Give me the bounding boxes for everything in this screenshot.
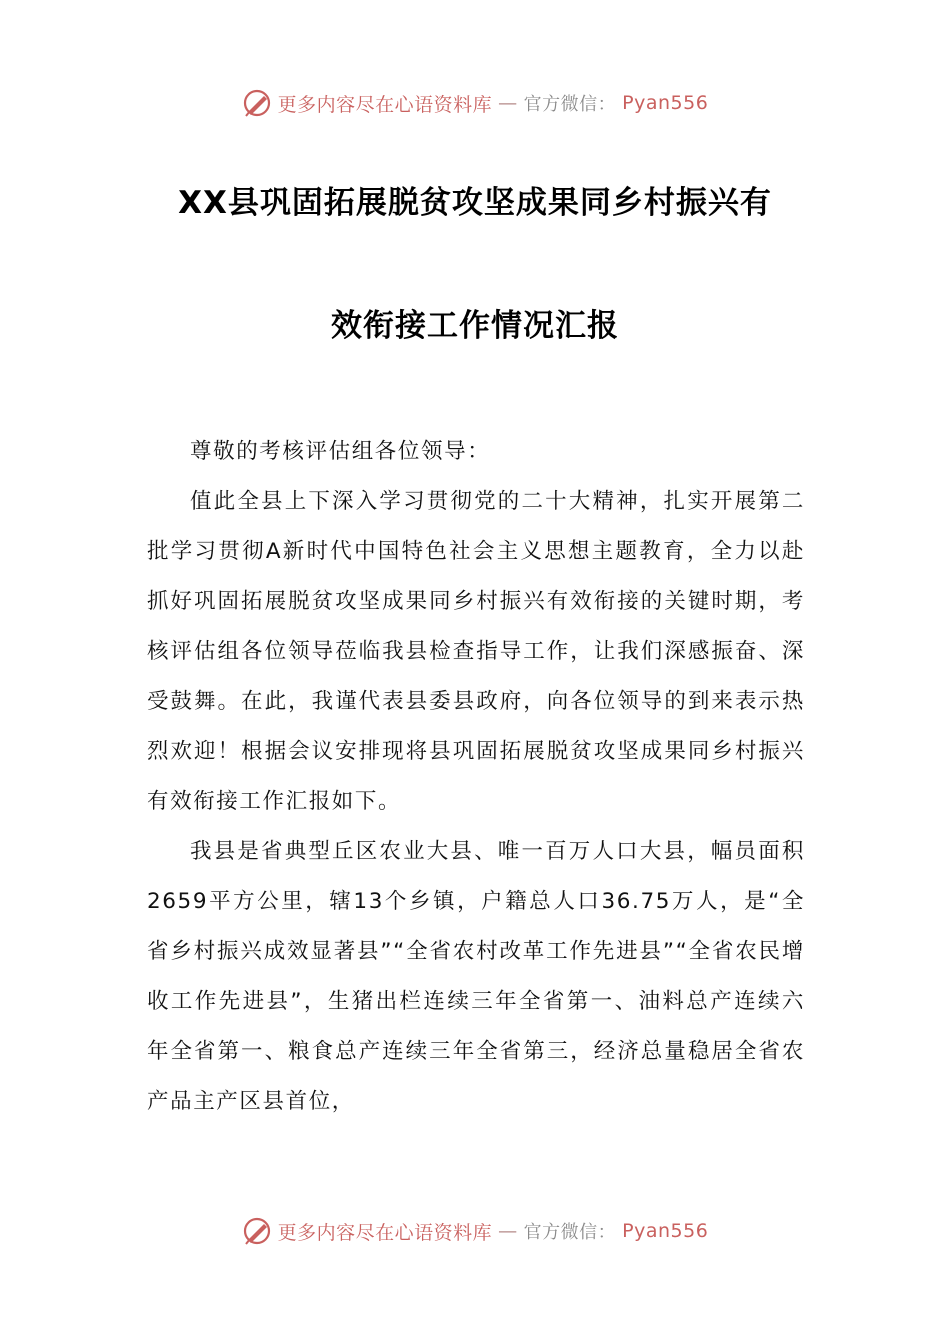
watermark-label: 官方微信： [523, 1222, 617, 1243]
salutation: 尊敬的考核评估组各位领导： [190, 439, 491, 464]
pen-logo-icon [242, 88, 272, 118]
watermark-wechat-id: Pyan556 [622, 92, 709, 114]
watermark-wechat-id: Pyan556 [622, 1220, 709, 1242]
footer-watermark [0, 1211, 950, 1251]
header-watermark [0, 83, 950, 123]
watermark-label: 官方微信： [523, 94, 617, 115]
document-title-line2: 效衔接工作情况汇报 [331, 308, 619, 344]
watermark-text: 更多内容尽在心语资料库 [277, 1221, 493, 1244]
watermark-separator: — [498, 1220, 518, 1242]
pen-logo-icon [242, 1216, 272, 1246]
document-title-line1: XX县巩固拓展脱贫攻坚成果同乡村振兴有 [178, 185, 772, 221]
watermark-text: 更多内容尽在心语资料库 [277, 93, 493, 116]
document-body [147, 427, 805, 1127]
paragraph: 我县是省典型丘区农业大县、唯一百万人口大县，幅员面积2659平方公里，辖13个乡镇，户籍总人口36.75万人，是“全省乡村振兴成效显著县”“全省农村改革工作先进县”“全省农民增收工作先进县”，生猪出栏连续三年全省第一、油料总产连续六年全省第一、粮食总产连续三年全省第三，经济总量稳居全省农产品主产区县首位， [147, 839, 805, 1114]
paragraph: 值此全县上下深入学习贯彻党的二十大精神，扎实开展第二批学习贯彻A新时代中国特色社会主义思想主题教育，全力以赴抓好巩固拓展脱贫攻坚成果同乡村振兴有效衔接的关键时期，考核评估组各位领导莅临我县检查指导工作，让我们深感振奋、深受鼓舞。在此，我谨代表县委县政府，向各位领导的到来表示热烈欢迎！根据会议安排现将县巩固拓展脱贫攻坚成果同乡村振兴有效衔接工作汇报如下。 [147, 489, 805, 814]
watermark-separator: — [498, 92, 518, 114]
